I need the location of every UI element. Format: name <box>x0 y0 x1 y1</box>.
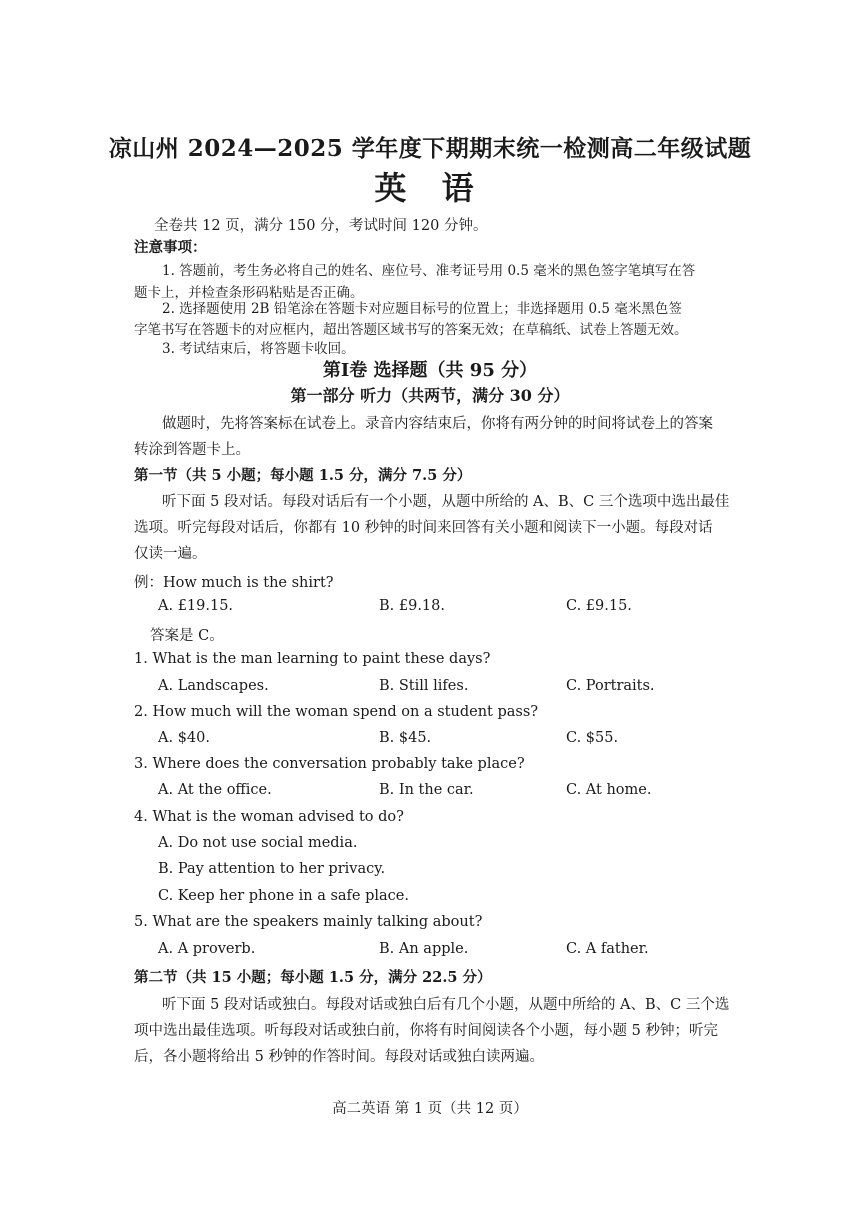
question-4-option-c: C. Keep her phone in a safe place. <box>158 888 409 904</box>
question-4: 4. What is the woman advised to do? <box>134 809 404 825</box>
exam-title: 凉山州 2024—2025 学年度下期期末统一检测高二年级试题 <box>108 135 752 162</box>
question-5: 5. What are the speakers mainly talking about? <box>134 914 483 930</box>
note-1-line-2: 题卡上，并检查条形码粘贴是否正确。 <box>134 285 364 301</box>
question-2-option-a: A. $40. <box>158 730 210 746</box>
question-1-option-c: C. Portraits. <box>566 678 655 694</box>
part-1-heading: 第一部分 听力（共两节，满分 30 分） <box>290 386 570 405</box>
section-2-instructions-line-2: 项中选出最佳选项。听每段对话或独白前，你将有时间阅读各个小题，每小题 5 秒钟；听完 <box>134 1023 718 1039</box>
question-2-option-c: C. $55. <box>566 730 619 746</box>
section-2-heading: 第二节（共 15 小题；每小题 1.5 分，满分 22.5 分） <box>134 969 492 986</box>
volume-1-heading: 第Ⅰ卷 选择题（共 95 分） <box>322 360 538 381</box>
example-option-a: A. £19.15. <box>158 598 234 614</box>
exam-summary: 全卷共 12 页，满分 150 分，考试时间 120 分钟。 <box>154 218 488 234</box>
part-1-instructions-line-2: 转涂到答题卡上。 <box>134 442 250 458</box>
example-answer: 答案是 C。 <box>150 628 224 644</box>
question-4-option-a: A. Do not use social media. <box>158 835 358 851</box>
question-3-option-a: A. At the office. <box>158 782 272 798</box>
subject-title: 英 语 <box>374 169 486 207</box>
note-3: 3. 考试结束后，将答题卡收回。 <box>162 341 355 357</box>
question-5-option-c: C. A father. <box>566 941 649 957</box>
example-option-b: B. £9.18. <box>379 598 445 614</box>
question-1-option-a: A. Landscapes. <box>158 678 269 694</box>
question-5-option-b: B. An apple. <box>379 941 469 957</box>
question-5-option-a: A. A proverb. <box>158 941 256 957</box>
section-2-instructions-line-3: 后，各小题将给出 5 秒钟的作答时间。每段对话或独白读两遍。 <box>134 1049 544 1065</box>
question-4-option-b: B. Pay attention to her privacy. <box>158 861 386 877</box>
section-1-instructions-line-3: 仅读一遍。 <box>134 546 207 562</box>
notes-heading: 注意事项： <box>134 239 207 256</box>
note-2-line-2: 字笔书写在答题卡的对应框内，超出答题区域书写的答案无效；在草稿纸、试卷上答题无效。 <box>134 322 688 338</box>
example-question: 例：How much is the shirt? <box>134 575 334 591</box>
example-option-c: C. £9.15. <box>566 598 632 614</box>
question-2: 2. How much will the woman spend on a student pass? <box>134 704 539 720</box>
note-2-line-1: 2. 选择题使用 2B 铅笔涂在答题卡对应题目标号的位置上；非选择题用 0.5 毫米黑色签 <box>162 301 682 317</box>
question-3-option-b: B. In the car. <box>379 782 474 798</box>
question-1: 1. What is the man learning to paint these days? <box>134 651 491 667</box>
question-1-option-b: B. Still lifes. <box>379 678 469 694</box>
section-1-instructions-line-2: 选项。听完每段对话后，你都有 10 秒钟的时间来回答有关小题和阅读下一小题。每段对话 <box>134 520 713 536</box>
page-footer: 高二英语 第 1 页（共 12 页） <box>332 1101 528 1117</box>
question-3: 3. Where does the conversation probably take place? <box>134 756 525 772</box>
question-3-option-c: C. At home. <box>566 782 652 798</box>
part-1-instructions-line-1: 做题时，先将答案标在试卷上。录音内容结束后，你将有两分钟的时间将试卷上的答案 <box>162 416 713 432</box>
section-2-instructions-line-1: 听下面 5 段对话或独白。每段对话或独白后有几个小题，从题中所给的 A、B、C 三个选 <box>162 997 730 1013</box>
section-1-heading: 第一节（共 5 小题；每小题 1.5 分，满分 7.5 分） <box>134 467 472 484</box>
section-1-instructions-line-1: 听下面 5 段对话。每段对话后有一个小题，从题中所给的 A、B、C 三个选项中选出最佳 <box>162 494 730 510</box>
question-2-option-b: B. $45. <box>379 730 432 746</box>
note-1-line-1: 1. 答题前，考生务必将自己的姓名、座位号、准考证号用 0.5 毫米的黑色签字笔填写在答 <box>162 263 696 279</box>
